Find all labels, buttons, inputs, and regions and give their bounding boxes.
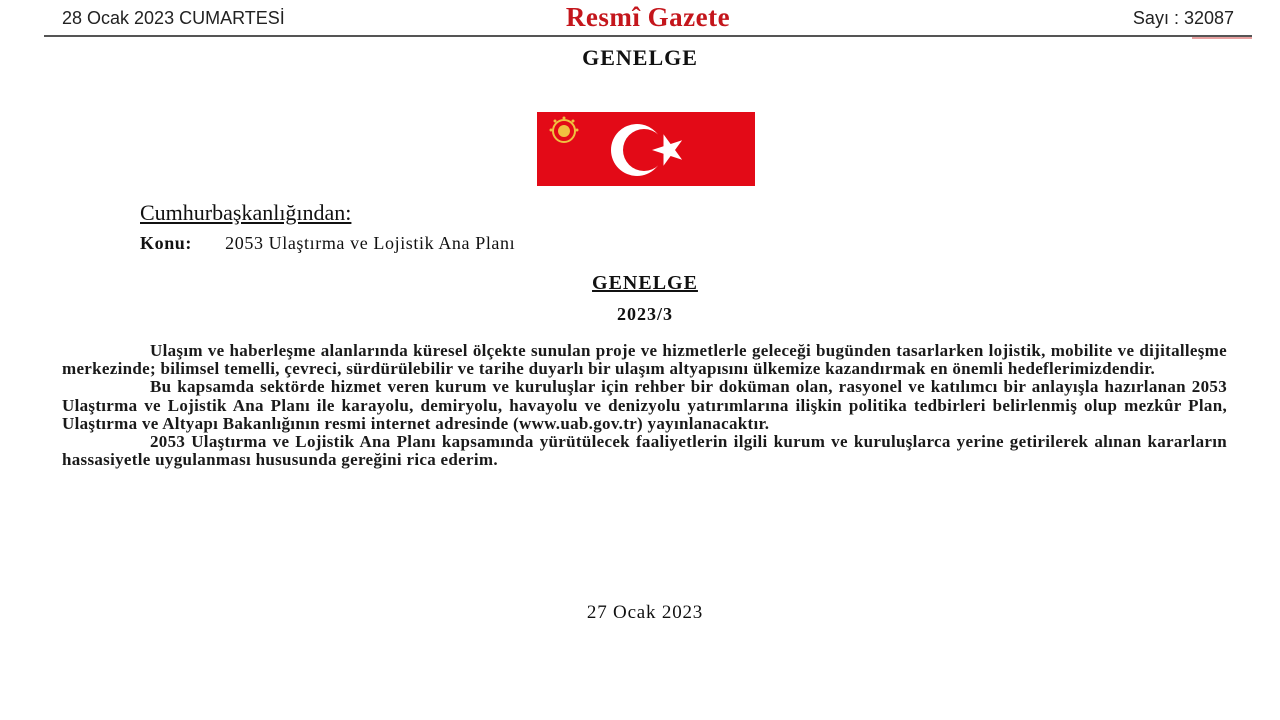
- subject-text: 2053 Ulaştırma ve Lojistik Ana Planı: [225, 233, 516, 253]
- body-paragraph: 2053 Ulaştırma ve Lojistik Ana Planı kapsamında yürütülecek faaliyetlerin ilgili kurum ve kuruluşlarca yerine getirilerek alınan kararların hassasiyetle uygulanması hususunda gereğini rica ederim.: [62, 432, 1227, 470]
- subject-label: Konu:: [140, 233, 193, 253]
- issue-number: Sayı : 32087: [1132, 8, 1234, 28]
- subject-line: [140, 233, 515, 254]
- gazette-title: Resmî Gazete: [565, 2, 731, 32]
- gazette-header: [44, 0, 1252, 40]
- header-divider-accent: [1192, 37, 1252, 39]
- issuing-authority: Cumhurbaşkanlığından:: [140, 200, 352, 225]
- body-paragraph: Ulaşım ve haberleşme alanlarında küresel ölçekte sunulan proje ve hizmetlerle geleceği bugünden tasarlarken lojistik, mobilite ve dijitalleşme merkezinde; bilimsel temelli, çevreci, sürdürülebilir ve tarihe duyarlı bir ulaşım altyapısını ülkemize kazandırmak en önemli hedeflerimizdendir.: [62, 341, 1227, 379]
- circular-number: 2023/3: [616, 304, 673, 324]
- circular-title: GENELGE: [592, 272, 698, 294]
- publication-date: 28 Ocak 2023 CUMARTESİ: [62, 8, 285, 28]
- section-heading: GENELGE: [582, 45, 698, 70]
- body-paragraph: Bu kapsamda sektörde hizmet veren kurum ve kuruluşlar için rehber bir doküman olan, rasyonel ve katılımcı bir anlayışla hazırlanan 2053 Ulaştırma ve Lojistik Ana Planı ile karayolu, demiryolu, havayolu ve denizyolu yatırımlarına ilişkin politika tedbirleri belirlenmiş olup mezkûr Plan, Ulaştırma ve Altyapı Bakanlığının resmi internet adresinde (www.uab.gov.tr) yayınlanacaktır.: [62, 377, 1227, 433]
- signature-date: 27 Ocak 2023: [586, 602, 704, 623]
- header-divider: [44, 35, 1252, 37]
- circular-body: [62, 342, 1227, 469]
- presidential-seal-icon: [547, 116, 581, 151]
